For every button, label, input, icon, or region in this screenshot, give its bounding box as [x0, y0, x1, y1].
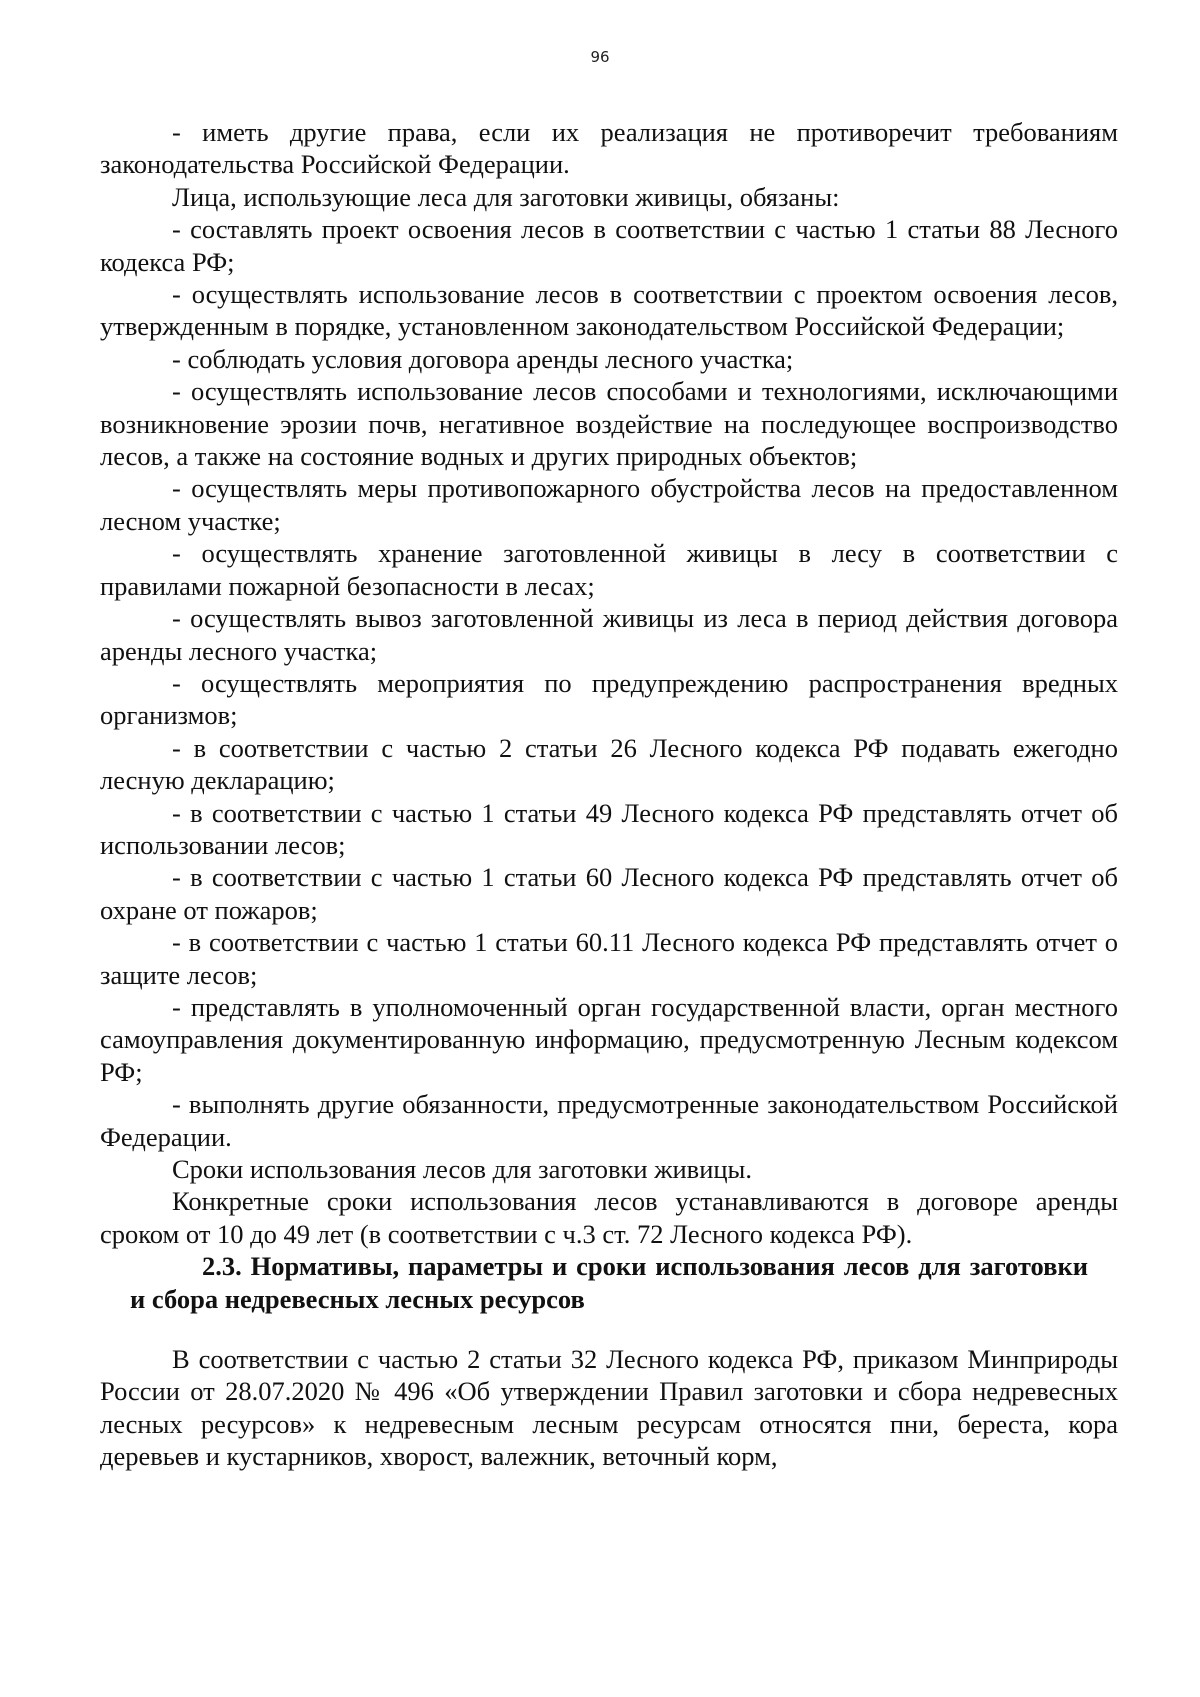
paragraph: Сроки использования лесов для заготовки живицы.: [172, 1154, 752, 1184]
paragraph: - составлять проект освоения лесов в соответствии с частью 1 статьи 88 Лесного кодекса РФ;: [100, 214, 1118, 277]
paragraph: - осуществлять использование лесов способами и технологиями, исключающими возникновение эрозии почв, негативное воздействие на последующее воспроизводство лесов, а также на состояние водных и других природных объектов;: [100, 376, 1118, 472]
page-number: 96: [590, 48, 610, 66]
paragraph: - осуществлять использование лесов в соответствии с проектом освоения лесов, утвержденным в порядке, установленном законодательством Российской Федерации;: [100, 279, 1118, 342]
paragraph: - представлять в уполномоченный орган государственной власти, орган местного самоуправления документированную информацию, предусмотренную Лесным кодексом РФ;: [100, 991, 1118, 1087]
paragraph: - иметь другие права, если их реализация не противоречит требованиям законодательства Российской Федерации.: [100, 117, 1118, 180]
paragraph: - осуществлять вывоз заготовленной живицы из леса в период действия договора аренды лесного участка;: [100, 603, 1118, 666]
paragraph: - в соответствии с частью 1 статьи 49 Лесного кодекса РФ представлять отчет об использовании лесов;: [100, 797, 1118, 860]
paragraph: - осуществлять хранение заготовленной живицы в лесу в соответствии с правилами пожарной безопасности в лесах;: [100, 538, 1118, 601]
paragraph: Лица, использующие леса для заготовки живицы, обязаны:: [172, 181, 840, 212]
paragraph: - выполнять другие обязанности, предусмотренные законодательством Российской Федерации.: [100, 1089, 1118, 1152]
paragraph: - соблюдать условия договора аренды лесного участка;: [172, 343, 794, 374]
document-body: [100, 116, 1118, 1473]
paragraph: - в соответствии с частью 1 статьи 60 Лесного кодекса РФ представлять отчет об охране от пожаров;: [100, 862, 1118, 925]
paragraph: - осуществлять меры противопожарного обустройства лесов на предоставленном лесном участке;: [100, 473, 1118, 536]
paragraph: В соответствии с частью 2 статьи 32 Лесного кодекса РФ, приказом Минприроды России от 28.07.2020 № 496 «Об утверждении Правил заготовки и сбора недревесных лесных ресурсов» к недревесным лесным ресурсам относятся пни, береста, кора деревьев и кустарников, хворост, валежник, веточный корм,: [100, 1344, 1118, 1472]
paragraph: - в соответствии с частью 1 статьи 60.11 Лесного кодекса РФ представлять отчет о защите лесов;: [100, 927, 1118, 990]
paragraph: - осуществлять мероприятия по предупреждению распространения вредных организмов;: [100, 667, 1118, 731]
paragraph: Конкретные сроки использования лесов устанавливаются в договоре аренды сроком от 10 до 49 лет (в соответствии с ч.3 ст. 72 Лесного кодекса РФ).: [100, 1186, 1118, 1249]
section-heading: 2.3. Нормативы, параметры и сроки использования лесов для заготовки и сбора недревесных лесных ресурсов: [130, 1251, 1088, 1314]
paragraph: - в соответствии с частью 2 статьи 26 Лесного кодекса РФ подавать ежегодно лесную декларацию;: [100, 732, 1118, 796]
